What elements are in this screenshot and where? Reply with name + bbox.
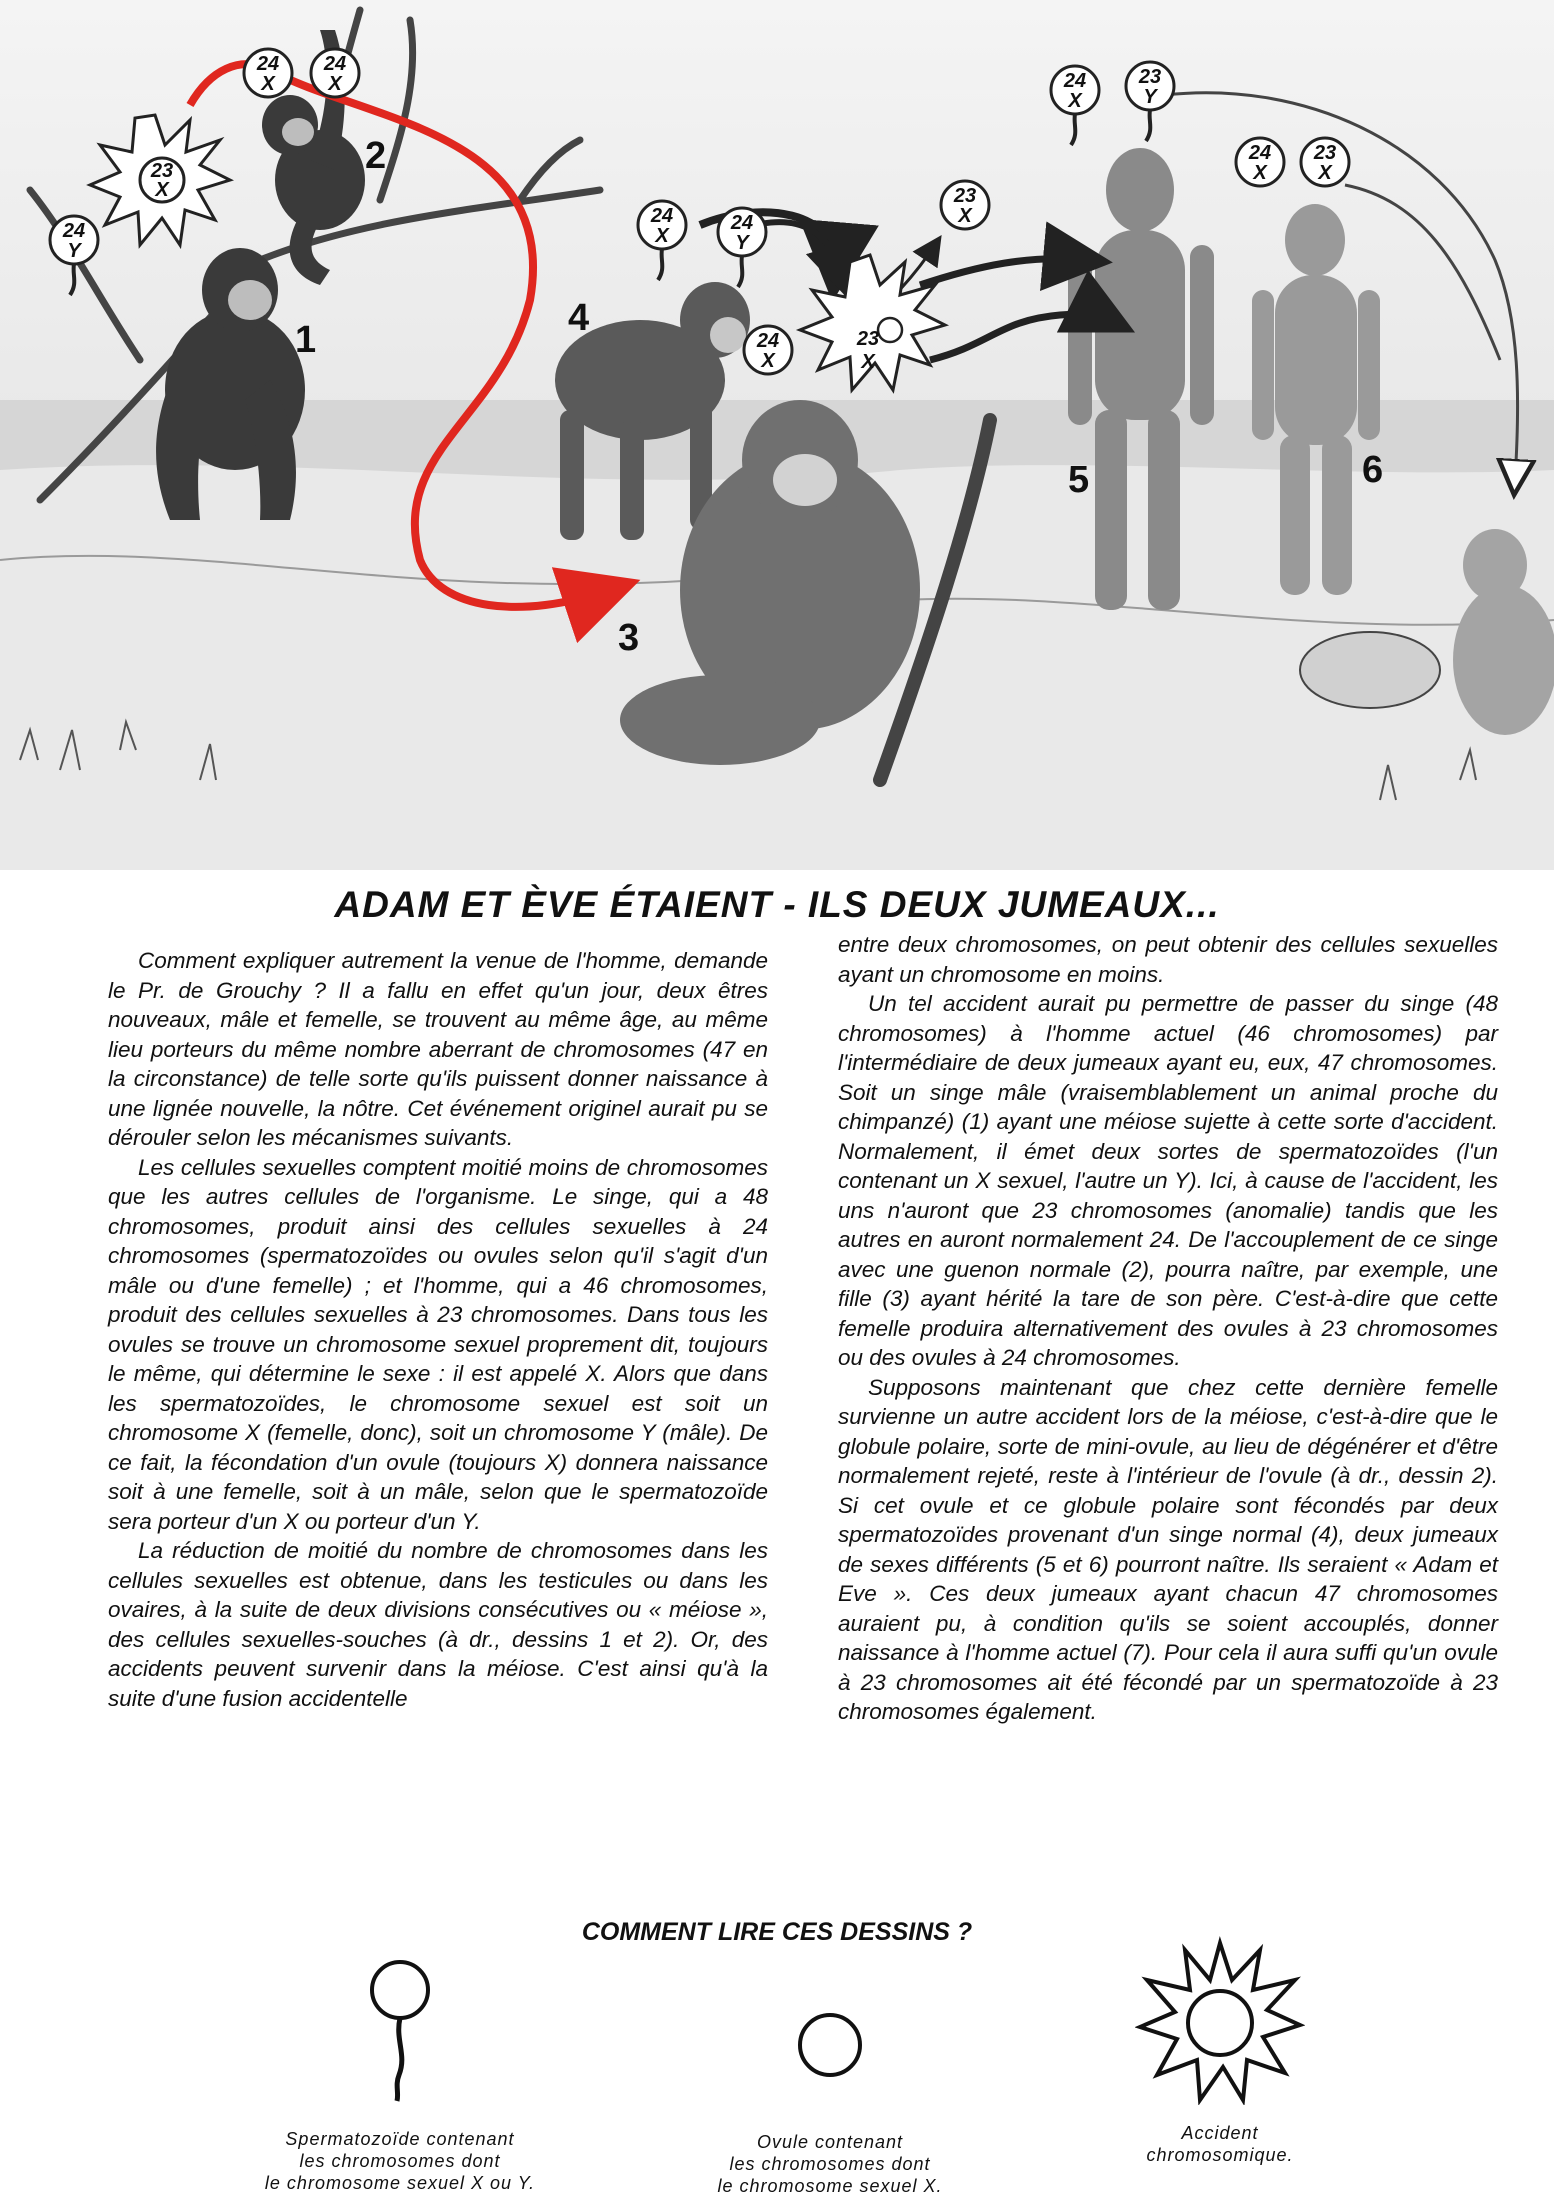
- paragraph: entre deux chromosomes, on peut obtenir des cellules sexuelles ayant un chromosome en moins.: [838, 932, 1498, 987]
- evolution-illustration: [0, 0, 1554, 870]
- figure-number-1: 1: [295, 319, 317, 361]
- legend-item-ovum: Ovule contenant les chromosomes dont le chromosome sexuel X.: [620, 2010, 1040, 2197]
- svg-text:X: X: [328, 73, 342, 95]
- figure-number-5: 5: [1068, 459, 1090, 501]
- svg-text:23: 23: [953, 185, 977, 207]
- svg-text:24: 24: [1063, 70, 1087, 92]
- sperm-icon: [365, 1955, 435, 2105]
- left-column: [108, 946, 768, 1713]
- svg-text:X: X: [761, 350, 775, 372]
- figure-number-3: 3: [618, 617, 640, 659]
- svg-text:24: 24: [730, 212, 754, 234]
- arrow-to-burst-2: [755, 222, 845, 280]
- svg-text:X: X: [655, 225, 669, 247]
- marker-m13: [1301, 138, 1349, 186]
- svg-text:23: 23: [1138, 66, 1162, 88]
- svg-text:Y: Y: [67, 240, 81, 262]
- paragraph: Un tel accident aurait pu permettre de passer du singe (48 chromosomes) à l'homme actuel (46 chromosomes) par l'intermédiaire de deux jumeaux ayant eu, eux, 47 chromosomes. Soit un singe mâle (vraisemblablement un animal proche du chimpanzé) (1) ayant une méiose sujette à cette sorte d'accident. Normalement, il émet deux sortes de spermatozoïdes (l'un contenant un X sexuel, l'autre un Y). Ici, à cause de l'accident, les uns n'auront que 23 chromosomes (anomalie) tandis que les autres en auront normalement 24. De l'accouplement de ce singe avec une guenon normale (2), pourra naître, par exemple, une fille (3) ayant hérité la tare de son père. C'est-à-dire que cette femelle produira alternativement des ovules à 23 chromosomes ou des ovules à 24 chromosomes.: [838, 991, 1498, 1370]
- svg-text:Y: Y: [735, 232, 749, 254]
- svg-text:24: 24: [323, 53, 347, 75]
- svg-text:X: X: [1068, 90, 1082, 112]
- svg-text:23: 23: [856, 328, 880, 350]
- svg-text:24: 24: [756, 330, 780, 352]
- marker-m12: [1236, 138, 1284, 186]
- arrow-to-male: [920, 259, 1085, 285]
- svg-text:X: X: [958, 205, 972, 227]
- svg-text:X: X: [1253, 162, 1267, 184]
- marker-m2: [311, 49, 359, 97]
- article-title: ADAM ET ÈVE ÉTAIENT - ILS DEUX JUMEAUX...: [334, 884, 1220, 925]
- burst-icon: [1135, 1935, 1305, 2105]
- svg-text:23: 23: [1313, 142, 1337, 164]
- marker-m8: [744, 326, 792, 374]
- legend-title: COMMENT LIRE CES DESSINS ?: [581, 1918, 973, 1946]
- marker-m7: [941, 181, 989, 229]
- ovum-icon: [795, 2010, 865, 2080]
- figure-number-4: 4: [568, 297, 590, 339]
- marker-m1: [244, 49, 292, 97]
- marker-m3: [140, 158, 184, 202]
- svg-text:24: 24: [62, 220, 86, 242]
- paragraph: Les cellules sexuelles comptent moitié moins de chromosomes que les autres cellules de l'organisme. Le singe, qui a 48 chromosomes, produit ainsi des cellules sexuelles à 24 chromosomes (spermatozoïdes ou ovules selon qu'il s'agit d'un mâle ou d'une femelle) ; et l'homme, qui a 46 chromosomes, produit des cellules sexuelles à 23 chromosomes. Dans tous les ovules se trouve un chromosome sexuel proprement dit, toujours le même, qui détermine le sexe : il est appelé X. Alors que dans les spermatozoïdes, le chromosome sexuel est soit un chromosome X (femelle, donc), soit un chromosome Y (mâle). De ce fait, la fécondation d'un ovule (toujours X) donnera naissance soit à une femelle, soit à un mâle, selon que le spermatozoïde sera porteur d'un X ou porteur d'un Y.: [108, 1154, 768, 1534]
- right-column: [838, 930, 1498, 1727]
- svg-text:24: 24: [256, 53, 280, 75]
- rock: [1300, 632, 1440, 708]
- svg-text:24: 24: [650, 205, 674, 227]
- paragraph: La réduction de moitié du nombre de chromosomes dans les cellules sexuelles est obtenue, dans les testicules ou dans les ovaires, à la suite de deux divisions consécutives ou « méiose », des cellules sexuelles-souches (à dr., dessins 1 et 2). Or, des accidents peuvent survenir dans la méiose. C'est ainsi qu'à la suite d'une fusion accidentelle: [108, 1538, 768, 1711]
- marker-m5: [638, 201, 686, 280]
- marker-m6: [718, 208, 766, 287]
- svg-text:24: 24: [1248, 142, 1272, 164]
- svg-text:X: X: [1318, 162, 1332, 184]
- legend-item-burst: Accident chromosomique.: [1070, 1935, 1370, 2166]
- svg-text:Y: Y: [1143, 86, 1157, 108]
- legend-item-sperm: Spermatozoïde contenant les chromosomes dont le chromosome sexuel X ou Y.: [190, 1955, 610, 2194]
- marker-m11: [1126, 62, 1174, 141]
- marker-m10: [1051, 66, 1099, 145]
- svg-text:X: X: [861, 351, 875, 373]
- svg-text:X: X: [155, 179, 169, 201]
- figure-number-6: 6: [1362, 449, 1384, 491]
- svg-text:X: X: [261, 73, 275, 95]
- paragraph: Supposons maintenant que chez cette dernière femelle survienne un autre accident lors de la méiose, c'est-à-dire que le globule polaire, sorte de mini-ovule, au lieu de dégénérer et d'être normalement rejeté, reste à l'intérieur de l'ovule (à dr., dessin 2). Si cet ovule et ce globule polaire sont fécondés par deux spermatozoïdes provenant d'un singe normal (4), deux jumeaux de sexes différents (5 et 6) pourront naître. Ils seraient « Adam et Eve ». Ces deux jumeaux ayant chacun 47 chromosomes auraient pu, à condition qu'ils se soient accouplés, donner naissance à l'homme actuel (7). Pour cela il aura suffi qu'un ovule à 23 chromosomes ait été fécondé par un spermatozoïde à 23 chromosomes également.: [838, 1374, 1498, 1724]
- figure-number-2: 2: [365, 135, 387, 177]
- paragraph: Comment expliquer autrement la venue de l'homme, demande le Pr. de Grouchy ? Il a fallu en effet qu'un jour, deux êtres nouveaux, mâle et femelle, se trouvent au même âge, au même lieu porteurs du même nombre aberrant de chromosomes (47 en la circonstance) de telle sorte qu'ils puissent donner naissance à une lignée nouvelle, la nôtre. Cet événement originel aurait pu se dérouler selon les mécanismes suivants.: [108, 948, 768, 1150]
- svg-text:23: 23: [150, 160, 174, 182]
